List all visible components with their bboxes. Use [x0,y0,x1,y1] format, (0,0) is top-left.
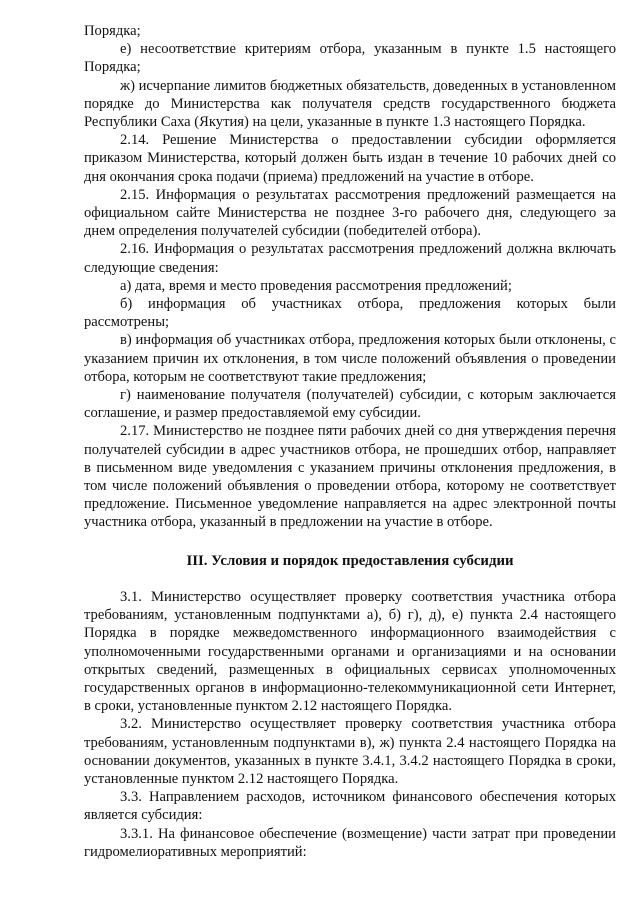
paragraph-2-15: 2.15. Информация о результатах рассмотрения предложений размещается на официальном сайте Министерства не позднее 3-го рабочего дня, следующего за днем определения получателей субсидии (победителей отбора). [84,186,616,240]
paragraph-3-1: 3.1. Министерство осуществляет проверку соответствия участника отбора требованиям, установленным подпунктами а), б) г), д), е) пункта 2.4 настоящего Порядка в порядке межведомственного информационного взаимодействия с уполномоченными государственными органами и организациями и на основании открытых сведений, размещенных в официальных сервисах уполномоченных государственных органов в информационно-телекоммуникационной сети Интернет, в сроки, установленные пунктом 2.12 настоящего Порядка. [84,588,616,715]
paragraph-item-zh: ж) исчерпание лимитов бюджетных обязательств, доведенных в установленном порядке до Министерства как получателя средств государственного бюджета Республики Саха (Якутия) на цели, указанные в пункте 1.3 настоящего Порядка. [84,77,616,131]
paragraph-item-v: в) информация об участниках отбора, предложения которых были отклонены, с указанием причин их отклонения, в том числе положений объявления о проведении отбора, которым не соответствуют такие предложения; [84,332,616,385]
paragraph-3-3-1: 3.3.1. На финансовое обеспечение (возмещение) части затрат при проведении гидромелиоративных мероприятий: [84,825,616,860]
paragraph-item-g: г) наименование получателя (получателей) субсидии, с которым заключается соглашение, и размер предоставляемой ему субсидии. [84,387,616,422]
section-heading: III. Условия и порядок предоставления субсидии [186,552,514,569]
paragraph-2-17: 2.17. Министерство не позднее пяти рабочих дней со дня утверждения перечня получателей субсидии в адрес участников отбора, не прошедших отбор, направляет в письменном виде уведомления с указанием причины отклонения предложения, в том числе положений объявления о проведении отбора, которому не соответствует предложение. Письменное уведомление направляется на адрес электронной почты участника отбора, указанный в предложении на участие в отборе. [84,423,616,531]
paragraph-item-e: е) несоответствие критериям отбора, указанным в пункте 1.5 настоящего Порядка; [84,41,616,76]
paragraph-continuation: Порядка; [84,23,141,39]
paragraph-3-3: 3.3. Направлением расходов, источником финансового обеспечения которых является субсидия: [84,789,616,824]
paragraph-item-a: а) дата, время и место проведения рассмотрения предложений; [120,277,512,294]
paragraph-3-2: 3.2. Министерство осуществляет проверку соответствия участника отбора требованиям, установленным подпунктами в), ж) пункта 2.4 настоящего Порядка на основании документов, указанных в пункте 3.4.1, 3.4.2 настоящего Порядка в сроки, установленные пунктом 2.12 настоящего Порядка. [84,716,616,787]
paragraph-2-14: 2.14. Решение Министерства о предоставлении субсидии оформляется приказом Министерства, который должен быть издан в течение 10 рабочих дней со дня окончания срока подачи (приема) предложений на участие в отборе. [84,132,616,185]
paragraph-item-b: б) информация об участниках отбора, предложения которых были рассмотрены; [84,296,616,331]
paragraph-2-16: 2.16. Информация о результатах рассмотрения предложений должна включать следующие сведения: [84,241,616,276]
